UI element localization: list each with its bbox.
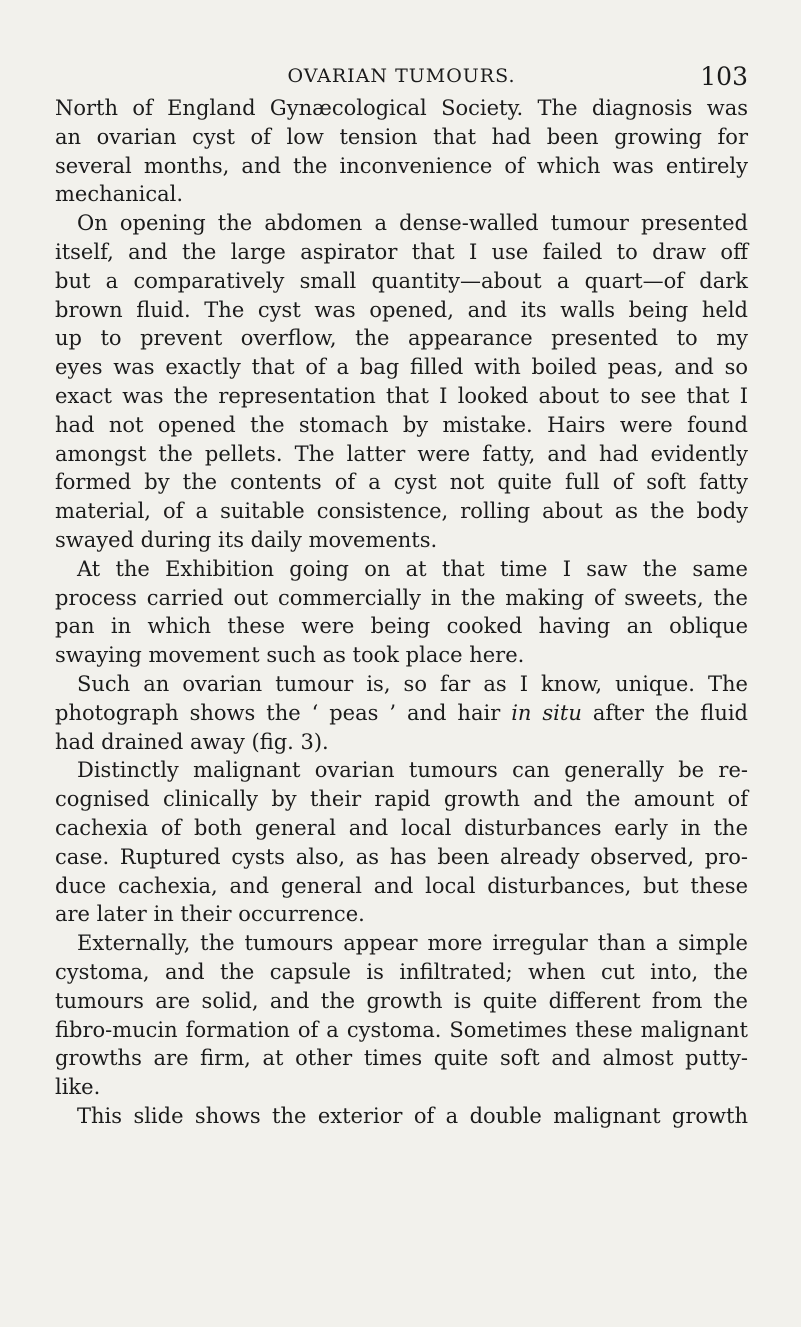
text-line: mechanical. (55, 182, 184, 207)
text-line: At the Exhibition going on at that time I saw the same (77, 556, 748, 581)
text-line: tumours are solid, and the growth is quite different from the (55, 988, 748, 1013)
paragraph-2 (55, 209, 748, 555)
paragraph-4 (55, 670, 748, 756)
text-line: an ovarian cyst of low tension that had been growing for (55, 124, 748, 149)
text-line: but a comparatively small quantity—about a quart—of dark (55, 268, 748, 293)
text-line: several months, and the inconvenience of which was entirely (55, 153, 748, 178)
paragraph-3 (55, 555, 748, 670)
text-line: case. Ruptured cysts also, as has been already observed, pro- (55, 844, 748, 869)
text-line: had drained away (fig. 3). (55, 729, 329, 754)
text-line: North of England Gynæcological Society. The diagnosis was (55, 96, 748, 120)
text-line: process carried out commercially in the making of sweets, the (55, 585, 748, 610)
text-line: up to prevent overflow, the appearance presented to my (55, 326, 748, 351)
text-line: eyes was exactly that of a bag filled with boiled peas, and so (55, 355, 748, 380)
text-line: Externally, the tumours appear more irregular than a simple (77, 931, 748, 956)
text-line: swaying movement such as took place here. (55, 643, 525, 668)
text-line: are later in their occurrence. (55, 902, 365, 927)
text-line: amongst the pellets. The latter were fatty, and had evidently (55, 441, 748, 466)
text-line: formed by the contents of a cyst not quite full of soft fatty (55, 470, 748, 495)
text-line: exact was the representation that I looked about to see that I (55, 383, 748, 408)
text-line: had not opened the stomach by mistake. Hairs were found (55, 412, 748, 437)
running-title: OVARIAN TUMOURS. (287, 65, 516, 87)
text-line: swayed during its daily movements. (55, 527, 438, 552)
text-fragment: photograph shows the ‘ peas ’ and hair (55, 700, 512, 725)
text-line: Distinctly malignant ovarian tumours can generally be re- (77, 758, 748, 783)
text-line: fibro-mucin formation of a cystoma. Sometimes these malignant (55, 1017, 748, 1042)
text-line: brown fluid. The cyst was opened, and its walls being held (55, 297, 748, 322)
body-text (55, 94, 748, 1131)
text-line: itself, and the large aspirator that I use failed to draw off (55, 239, 748, 264)
paragraph-5 (55, 756, 748, 929)
text-line: cognised clinically by their rapid growth and the amount of (55, 787, 748, 812)
text-line: duce cachexia, and general and local disturbances, but these (55, 873, 748, 898)
text-line: cystoma, and the capsule is infiltrated; when cut into, the (55, 959, 748, 984)
page-number: 103 (700, 62, 748, 91)
running-head (55, 62, 748, 92)
text-line: growths are firm, at other times quite soft and almost putty- (55, 1046, 748, 1071)
text-line: cachexia of both general and local disturbances early in the (55, 815, 748, 840)
text-line-with-italic (55, 699, 748, 728)
text-fragment: after the fluid (581, 700, 749, 725)
text-line: like. (55, 1075, 101, 1100)
text-line: material, of a suitable consistence, rolling about as the body (55, 499, 748, 524)
text-line: Such an ovarian tumour is, so far as I know, unique. The (77, 671, 748, 696)
text-line: On opening the abdomen a dense-walled tumour presented (77, 211, 748, 236)
paragraph-7 (55, 1102, 748, 1131)
paragraph-1 (55, 94, 748, 209)
text-line: pan in which these were being cooked having an oblique (55, 614, 748, 639)
text-line: This slide shows the exterior of a double malignant growth (77, 1103, 748, 1128)
paragraph-6 (55, 929, 748, 1102)
italic-term: in situ (511, 700, 582, 725)
